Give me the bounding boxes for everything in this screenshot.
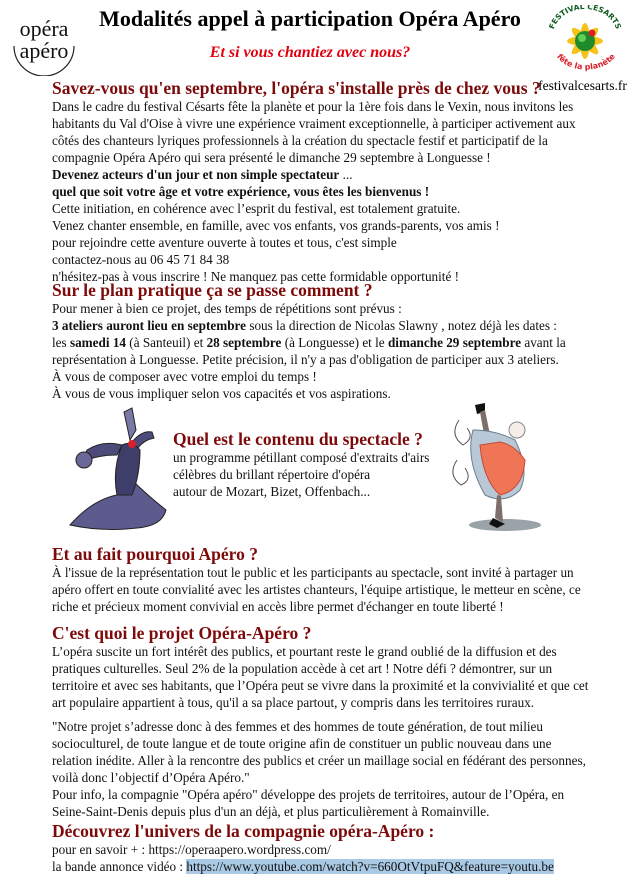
text-line: Seine-Saint-Denis depuis plus d'un an déjà, et plus particulièrement à Romainville. xyxy=(52,804,490,819)
text-line: célèbres du brillant répertoire d'opéra xyxy=(173,467,371,482)
text-line: pratiques culturelles. Seul 2% de la population accède à cet art ! Notre défi ? démontrer, sur un xyxy=(52,661,553,676)
text-fragment: avant la xyxy=(521,335,566,350)
quote-line: voilà donc l’objectif d’Opéra Apéro." xyxy=(52,770,250,785)
contact-phone: contactez-nous au 06 45 71 84 38 xyxy=(52,252,230,267)
festival-cesarts-logo xyxy=(545,5,625,75)
text-fragment: (à Santeuil) et xyxy=(126,335,207,350)
heading-project: C'est quoi le projet Opéra-Apéro ? xyxy=(52,623,312,643)
text-line: art populaire appartient à tous, qu'il a sa place partout, y compris dans les territoires ruraux. xyxy=(52,695,535,710)
section-discover xyxy=(52,822,592,875)
quote-line: socioculturel, de toute langue et de toute origine afin de constituer un public nouveau dans une xyxy=(52,736,552,751)
text-fragment: (à Longuesse) et le xyxy=(281,335,388,350)
text-line: autour de Mozart, Bizet, Offenbach... xyxy=(173,484,371,499)
text-fragment: sous la direction de Nicolas Slawny , notez déjà les dates : xyxy=(246,318,557,333)
text-line: pour rejoindre cette aventure ouverte à toutes et tous, c'est simple xyxy=(52,235,397,250)
text-line: Cette initiation, en cohérence avec l’esprit du festival, est totalement gratuite. xyxy=(52,201,461,216)
text-fragment: les xyxy=(52,335,70,350)
opera-apero-logo xyxy=(8,6,80,76)
logo-text-planete: fête la planète xyxy=(555,52,617,72)
festival-url[interactable]: festivalcesarts.fr xyxy=(538,78,627,93)
section-why-apero xyxy=(52,545,592,615)
sunflower-icon xyxy=(567,23,603,59)
text-line: Venez chanter ensemble, en famille, avec vos enfants, vos grands-parents, vos amis ! xyxy=(52,218,500,233)
section-intro xyxy=(52,79,592,285)
section-content xyxy=(173,430,433,500)
text-line: riche et précieux moment convivial en accès libre permet d'échanger en toute liberté ! xyxy=(52,599,504,614)
text-line: À l'issue de la représentation tout le public et les participants au spectacle, sont invité à partager un xyxy=(52,565,574,580)
logo-text-opera: opéra xyxy=(19,16,69,41)
website-link[interactable]: https://operaapero.wordpress.com/ xyxy=(148,842,331,857)
bold-date: dimanche 29 septembre xyxy=(387,335,522,350)
bold-callout: Devenez acteurs d'un jour et non simple spectateur xyxy=(52,167,340,182)
text-line: côtés des chanteurs lyriques professionnels à la création du spectacle festif et participatif de la xyxy=(52,133,548,148)
text-line: apéro offert en toute convialité avec les artistes chanteurs, l'équipe artistique, le metteur en scène, ce xyxy=(52,582,581,597)
text-line: Dans le cadre du festival Césarts fête la planète et pour la 1ère fois dans le Vexin, nous invitons les xyxy=(52,99,574,114)
text-line: L’opéra suscite un fort intérêt des publics, et pourtant reste le grand oublié de la diffusion et des xyxy=(52,644,557,659)
text-line: compagnie Opéra Apéro qui sera présenté le dimanche 29 septembre à Longuesse ! xyxy=(52,150,491,165)
text-line: représentation à Longuesse. Petite précision, il n'y a pas d'obligation de participer aux 3 ateliers. xyxy=(52,352,559,367)
section-practical xyxy=(52,281,592,402)
text-line: un programme pétillant composé d'extraits d'airs xyxy=(173,450,430,465)
page-title: Modalités appel à participation Opéra Apéro xyxy=(99,6,521,31)
heading-discover: Découvrez l'univers de la compagnie opéra-Apéro : xyxy=(52,821,435,841)
cancan-dancer-illustration xyxy=(445,400,555,535)
bold-date: 28 septembre xyxy=(206,335,282,350)
text-fragment: ... xyxy=(339,167,353,182)
text-line: À vous de composer avec votre emploi du temps ! xyxy=(52,369,317,384)
heading-intro: Savez-vous qu'en septembre, l'opéra s'installe près de chez vous ? xyxy=(52,78,541,98)
video-link[interactable]: https://www.youtube.com/watch?v=660OtVtpuFQ&feature=youtu.be xyxy=(186,859,554,874)
heading-content: Quel est le contenu du spectacle ? xyxy=(173,429,423,449)
video-label: la bande annonce vidéo : xyxy=(52,859,187,874)
heading-why-apero: Et au fait pourquoi Apéro ? xyxy=(52,544,258,564)
bold-text: 3 ateliers auront lieu en septembre xyxy=(52,318,247,333)
text-line: territoire et avec ses habitants, que l’Opéra peut se vivre dans la proximité et la convivialité et que cet xyxy=(52,678,589,693)
bold-callout: quel que soit votre âge et votre expérience, vous êtes les bienvenus ! xyxy=(52,184,430,199)
page-subtitle: Et si vous chantiez avec nous? xyxy=(209,44,411,61)
heading-practical: Sur le plan pratique ça se passe comment ? xyxy=(52,280,373,300)
text-line: Pour mener à bien ce projet, des temps de répétitions sont prévus : xyxy=(52,301,402,316)
bold-date: samedi 14 xyxy=(69,335,126,350)
section-project xyxy=(52,624,592,711)
text-line: Pour info, la compagnie "Opéra apéro" développe des projets de territoires, autour de l’Opéra, en xyxy=(52,787,565,802)
text-line: habitants du Val d'Oise à vivre une expérience vraiment exceptionnelle, à participer activement aux xyxy=(52,116,576,131)
logo-text-apero: apéro xyxy=(19,38,69,63)
section-quote xyxy=(52,718,592,820)
quote-line: relation inédite. Aller à la rencontre des publics et créer un maillage social en fédérant des personnes, xyxy=(52,753,586,768)
text-line: À vous de vous impliquer selon vos capacités et vos aspirations. xyxy=(52,386,391,401)
flamenco-dancer-illustration xyxy=(62,400,170,535)
quote-line: "Notre projet s’adresse donc à des femmes et des hommes de toute génération, de tout milieu xyxy=(52,719,543,734)
logo-text-festival: FESTIVAL CÉSARTS xyxy=(547,5,623,31)
more-info-label: pour en savoir + : xyxy=(52,842,149,857)
text-line: n'hésitez-pas à vous inscrire ! Ne manquez pas cette formidable opportunité ! xyxy=(52,269,460,284)
